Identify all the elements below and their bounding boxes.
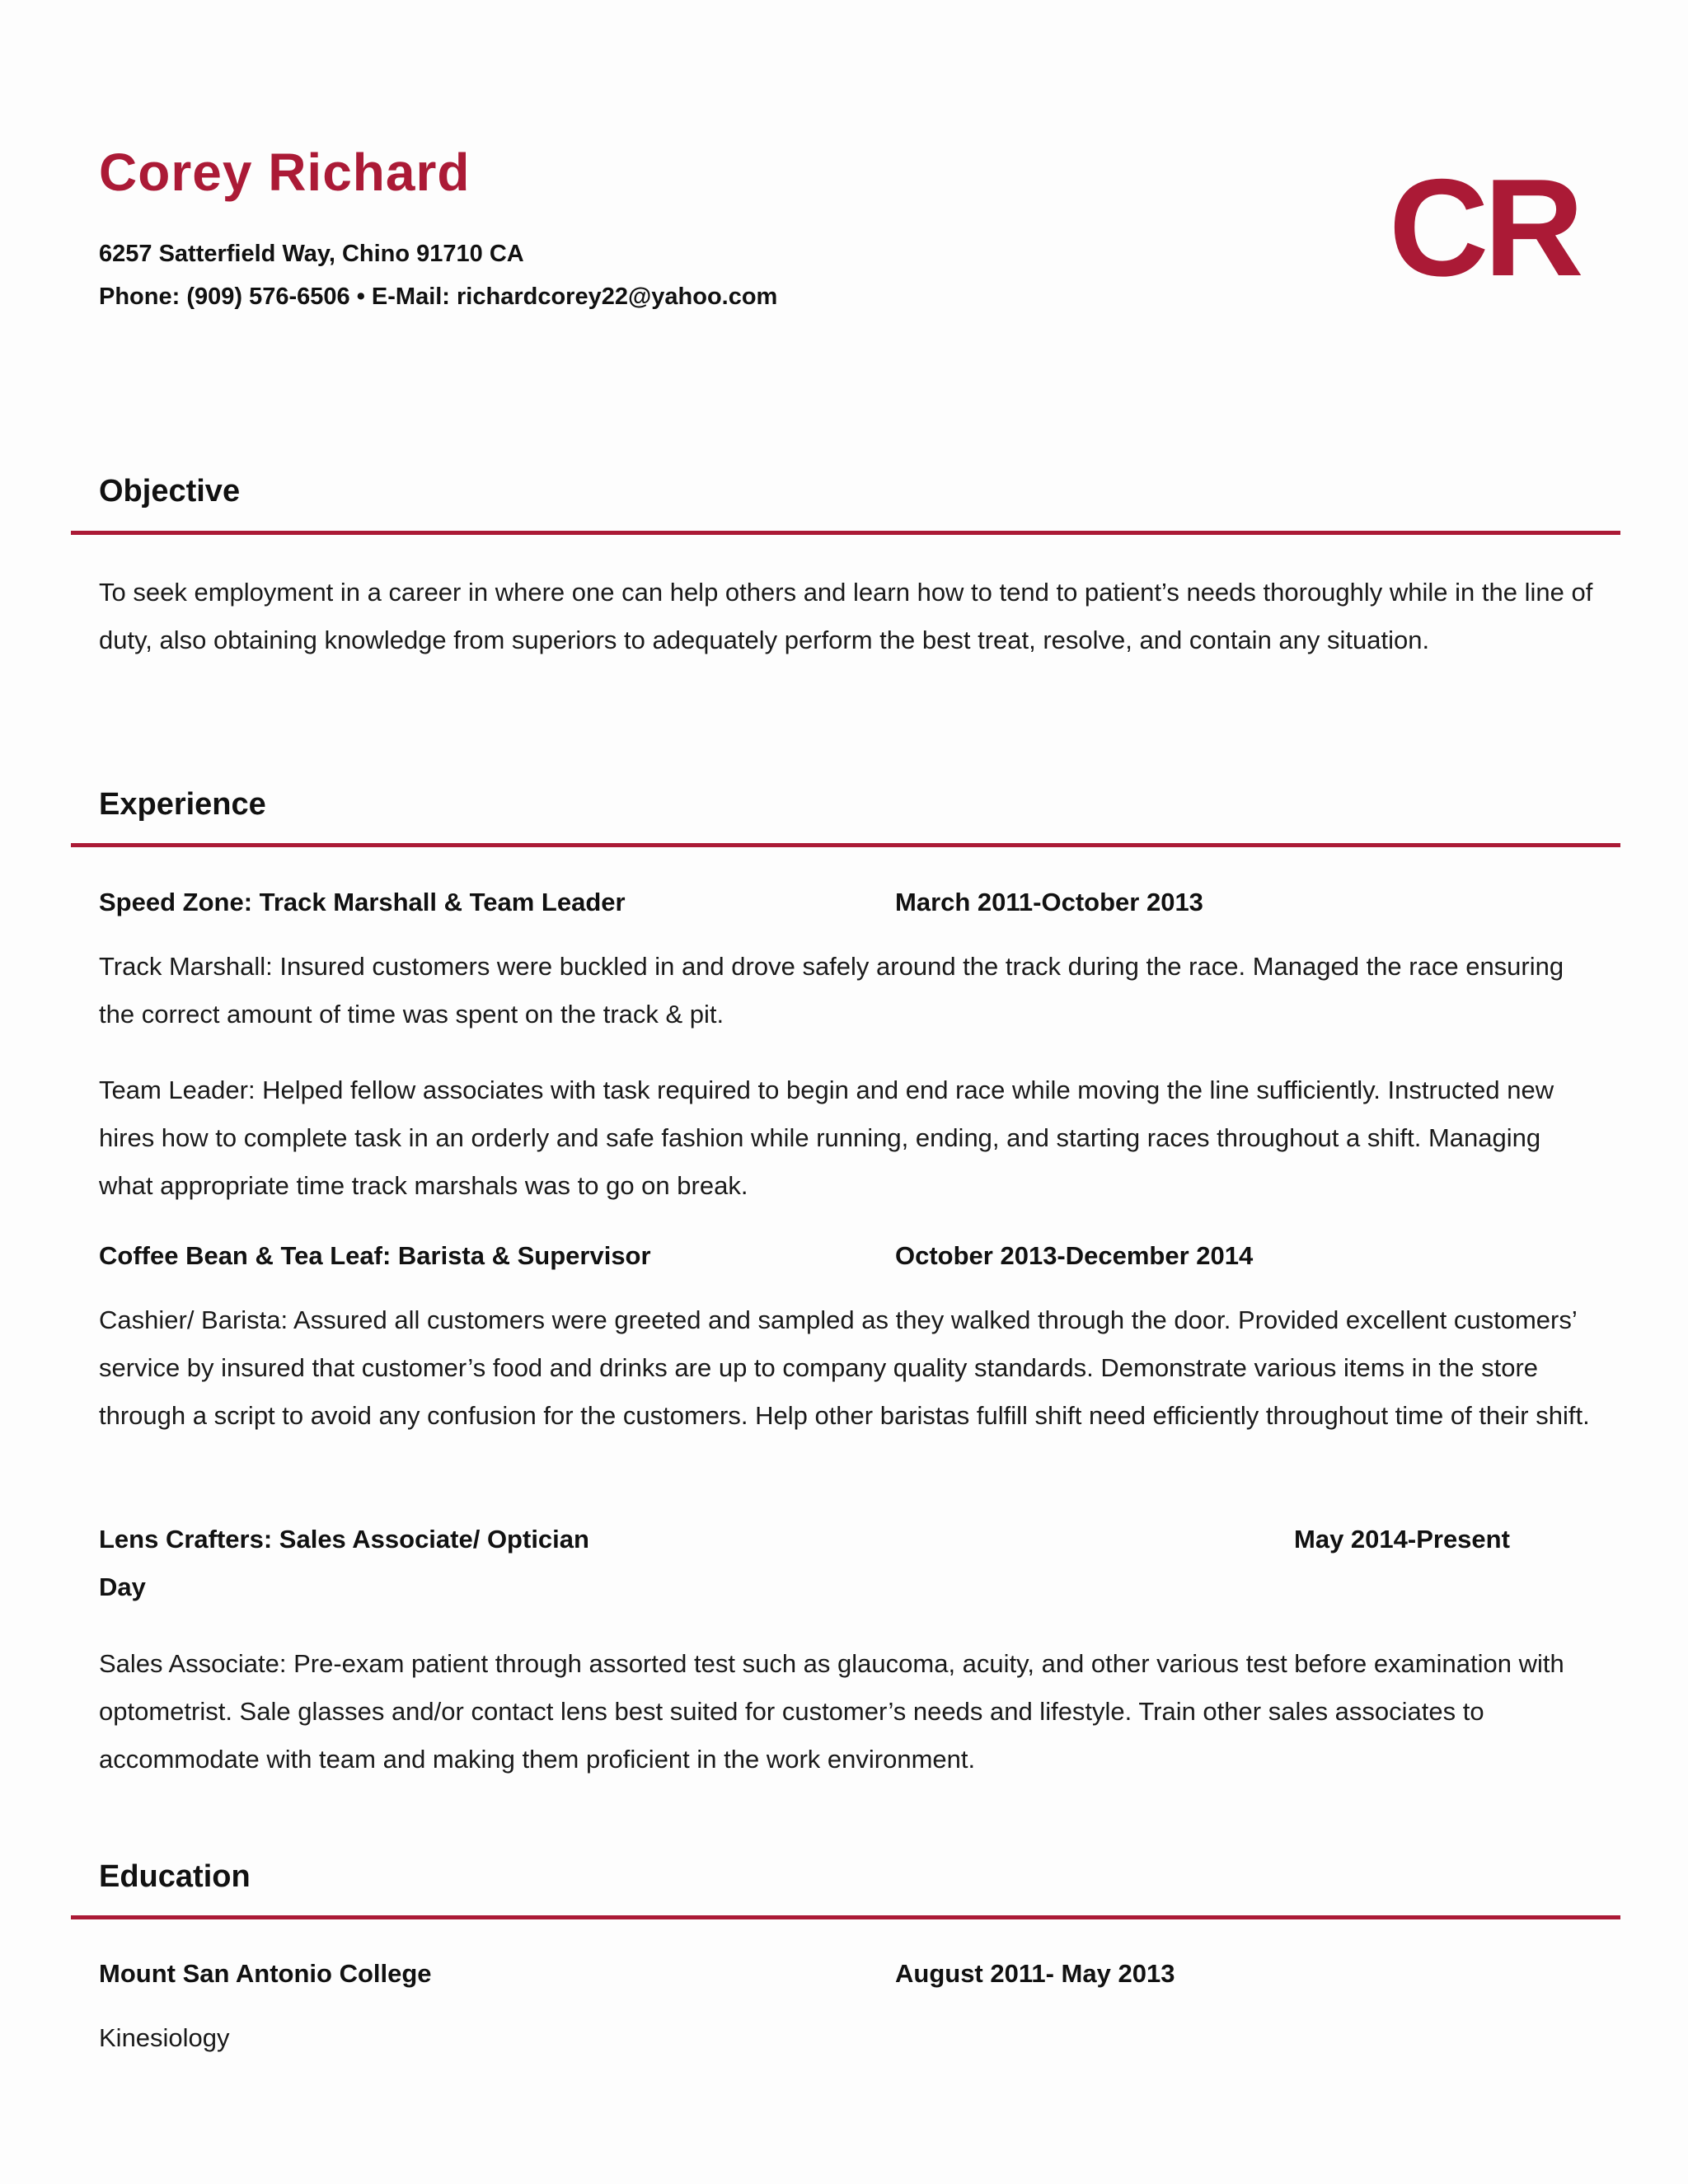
job-description: Cashier/ Barista: Assured all customers were greeted and sampled as they walked through the door. Provided excellent customers’ service by insured that customer’s food and drinks are up to company quality standards. Demonstrate various items in the store through a script to avoid any confusion for the customers. Help other baristas fulfill shift need efficiently throughout time of their shift.: [99, 1305, 1590, 1430]
education-heading: Education: [99, 1859, 251, 1894]
objective-text: To seek employment in a career in where one can help others and learn how to tend to patient’s needs thoroughly while in the line of duty, also obtaining knowledge from superiors to adequately perform the best treat, resolve, and contain any situation.: [99, 578, 1593, 654]
candidate-name: Corey Richard: [99, 143, 471, 202]
experience-divider: [71, 843, 1620, 847]
job-description: Sales Associate: Pre-exam patient through assorted test such as glaucoma, acuity, and other various test before examination with optometrist. Sale glasses and/or contact lens best suited for customer’s needs and lifestyle. Train other sales associates to accommodate with team and making them proficient in the work environment.: [99, 1649, 1564, 1774]
objective-divider: [71, 531, 1620, 535]
job-title: Lens Crafters: Sales Associate/ Optician: [99, 1525, 589, 1554]
field-of-study: Kinesiology: [99, 2023, 230, 2052]
job-title: Coffee Bean & Tea Leaf: Barista & Supervisor: [99, 1241, 651, 1270]
education-dates: August 2011- May 2013: [895, 1959, 1175, 1988]
job-dates: October 2013-December 2014: [895, 1241, 1254, 1270]
address: 6257 Satterfield Way, Chino 91710 CA: [99, 241, 524, 267]
education-divider: [71, 1915, 1620, 1919]
objective-heading: Objective: [99, 474, 241, 509]
job-dates: March 2011-October 2013: [895, 888, 1203, 916]
job-title: Speed Zone: Track Marshall & Team Leader: [99, 888, 626, 916]
job-dates-continued: Day: [99, 1572, 146, 1601]
monogram: CR: [1389, 150, 1579, 305]
contact-line: Phone: (909) 576-6506 • E-Mail: richardcorey22@yahoo.com: [99, 284, 778, 310]
job-dates: May 2014-Present: [1294, 1525, 1510, 1554]
experience-heading: Experience: [99, 787, 266, 822]
job-description: Team Leader: Helped fellow associates with task required to begin and end race while moving the line sufficiently. Instructed new hires how to complete task in an orderly and safe fashion while running, ending, and starting races throughout a shift. Managing what appropriate time track marshals was to go on break.: [99, 1076, 1554, 1200]
job-description: Track Marshall: Insured customers were buckled in and drove safely around the track during the race. Managed the race ensuring the correct amount of time was spent on the track & pit.: [99, 952, 1564, 1029]
school-name: Mount San Antonio College: [99, 1959, 432, 1988]
